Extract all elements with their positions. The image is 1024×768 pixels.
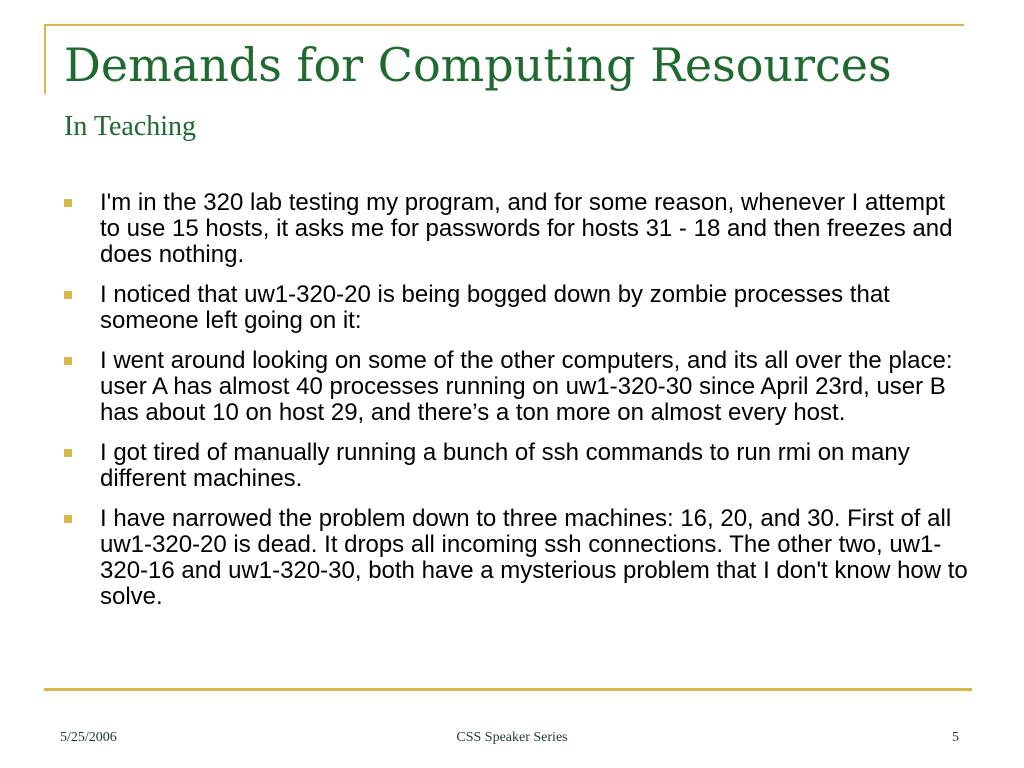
bullet-text: I noticed that uw1-320-20 is being bogged down by zombie processes that someone left going on it: <box>100 281 890 334</box>
square-bullet-icon <box>64 357 72 365</box>
bullet-item <box>64 190 970 268</box>
bullet-item <box>64 282 970 334</box>
page-number: 5 <box>952 730 959 745</box>
bullet-text: I got tired of manually running a bunch of ssh commands to run rmi on many different machines. <box>100 439 910 492</box>
square-bullet-icon <box>64 515 72 523</box>
slide-subtitle: In Teaching <box>64 111 197 142</box>
bullet-list <box>64 190 970 624</box>
bullet-text: I'm in the 320 lab testing my program, and for some reason, whenever I attempt to use 15 hosts, it asks me for passwords for hosts 31 - 18 and then freezes and does nothing. <box>100 189 953 268</box>
bullet-item <box>64 506 970 610</box>
footer-rule <box>44 688 972 691</box>
title-frame-left-rule <box>44 24 46 94</box>
bullet-text: I have narrowed the problem down to three machines: 16, 20, and 30. First of all uw1-320-20 is dead. It drops all incoming ssh connections. The other two, uw1-320-16 and uw1-320-30, both have a mysterious problem that I don't know how to solve. <box>100 505 968 610</box>
footer-title: CSS Speaker Series <box>456 730 568 745</box>
square-bullet-icon <box>64 291 72 299</box>
square-bullet-icon <box>64 449 72 457</box>
footer-date: 5/25/2006 <box>60 730 117 745</box>
title-frame-top-rule <box>44 24 964 26</box>
bullet-item <box>64 348 970 426</box>
bullet-item <box>64 440 970 492</box>
bullet-text: I went around looking on some of the other computers, and its all over the place: user A has almost 40 processes running on uw1-320-30 since April 23rd, user B has about 10 on host 29, and there’s a ton more on almost every host. <box>100 347 953 426</box>
square-bullet-icon <box>64 199 72 207</box>
slide-title: Demands for Computing Resources <box>64 38 892 92</box>
